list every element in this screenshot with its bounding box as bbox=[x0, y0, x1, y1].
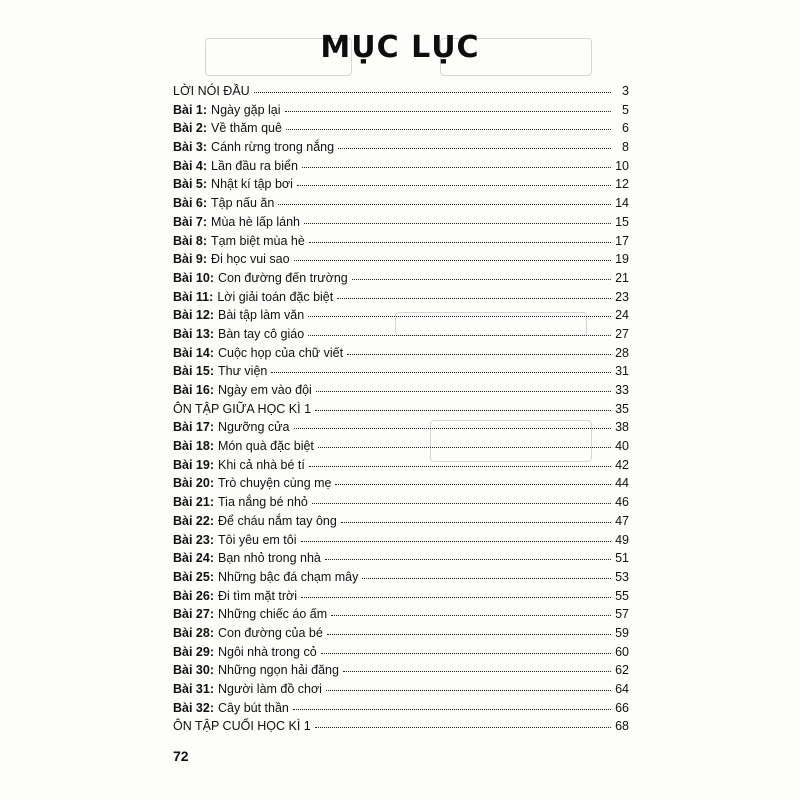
dot-leader bbox=[325, 549, 611, 560]
dot-leader bbox=[347, 344, 611, 355]
entry-number: Bài 26: bbox=[173, 588, 214, 603]
dot-leader bbox=[297, 175, 611, 186]
dot-leader bbox=[304, 213, 611, 224]
entry-title: Tia nắng bé nhỏ bbox=[218, 495, 308, 510]
entry-number: Bài 31: bbox=[173, 682, 214, 696]
dot-leader bbox=[286, 119, 611, 130]
entry-page: 47 bbox=[615, 513, 629, 528]
entry-page: 33 bbox=[615, 383, 629, 397]
toc-section-entry bbox=[173, 82, 629, 101]
entry-title: Về thăm quê bbox=[211, 121, 282, 136]
entry-title: Để cháu nắm tay ông bbox=[218, 513, 337, 528]
entry-page: 6 bbox=[622, 121, 629, 136]
toc-entry bbox=[173, 456, 629, 475]
entry-page: 15 bbox=[615, 214, 629, 229]
toc-entry bbox=[173, 288, 629, 307]
toc-entry bbox=[173, 194, 629, 213]
entry-page: 60 bbox=[615, 644, 629, 659]
dot-leader bbox=[338, 138, 611, 149]
entry-title: Con đường của bé bbox=[218, 625, 323, 640]
entry-title: Những bậc đá chạm mây bbox=[218, 569, 359, 584]
entry-page: 59 bbox=[615, 625, 629, 640]
entry-page: 44 bbox=[615, 476, 629, 491]
dot-leader bbox=[308, 306, 611, 317]
toc-entry bbox=[173, 661, 629, 680]
entry-page: 5 bbox=[622, 102, 629, 117]
entry-page: 64 bbox=[615, 682, 629, 696]
entry-title: Cuộc họp của chữ viết bbox=[218, 345, 344, 360]
entry-page: 14 bbox=[615, 196, 629, 211]
dot-leader bbox=[271, 362, 611, 373]
entry-number: Bài 14: bbox=[173, 345, 214, 360]
dot-leader bbox=[294, 418, 612, 429]
entry-number: Bài 8: bbox=[173, 233, 208, 248]
entry-title: ÔN TẬP CUỐI HỌC KÌ 1 bbox=[173, 719, 311, 734]
entry-title: Bài tập làm văn bbox=[218, 308, 305, 323]
entry-page: 10 bbox=[615, 158, 629, 173]
toc-entry bbox=[173, 157, 629, 176]
entry-title: LỜI NÓI ĐẦU bbox=[173, 84, 250, 98]
entry-number: Bài 6: bbox=[173, 196, 208, 211]
entry-number: Bài 27: bbox=[173, 607, 214, 622]
dot-leader bbox=[321, 643, 611, 654]
entry-page: 21 bbox=[615, 270, 629, 285]
dot-leader bbox=[308, 325, 611, 336]
entry-page: 38 bbox=[615, 420, 629, 435]
toc-entry bbox=[173, 699, 629, 718]
entry-page: 62 bbox=[615, 663, 629, 678]
dot-leader bbox=[301, 587, 611, 598]
entry-number: Bài 32: bbox=[173, 700, 214, 715]
dot-leader bbox=[315, 717, 611, 728]
page-number: 72 bbox=[173, 748, 189, 764]
dot-leader bbox=[318, 437, 611, 448]
dot-leader bbox=[309, 232, 611, 243]
entry-title: Thư viện bbox=[218, 364, 268, 379]
toc-entry bbox=[173, 512, 629, 531]
entry-number: Bài 9: bbox=[173, 252, 208, 267]
entry-title: Nhật kí tập bơi bbox=[211, 177, 293, 192]
dot-leader bbox=[278, 194, 611, 205]
toc-entry bbox=[173, 587, 629, 606]
entry-title: Lần đầu ra biển bbox=[211, 158, 298, 173]
toc-entry bbox=[173, 680, 629, 699]
entry-page: 53 bbox=[615, 569, 629, 584]
entry-page: 23 bbox=[615, 289, 629, 304]
toc-section-entry bbox=[173, 717, 629, 736]
entry-title: Trò chuyện cùng mẹ bbox=[218, 476, 332, 491]
toc-entry bbox=[173, 605, 629, 624]
entry-title: Tạm biệt mùa hè bbox=[211, 233, 305, 248]
entry-number: Bài 7: bbox=[173, 214, 208, 229]
entry-number: Bài 24: bbox=[173, 551, 214, 566]
entry-number: Bài 5: bbox=[173, 177, 208, 192]
entry-title: Mùa hè lấp lánh bbox=[211, 214, 300, 229]
dot-leader bbox=[254, 82, 611, 93]
entry-title: Bạn nhỏ trong nhà bbox=[218, 551, 321, 566]
toc-entry bbox=[173, 531, 629, 550]
entry-number: Bài 19: bbox=[173, 457, 214, 472]
entry-page: 19 bbox=[615, 252, 629, 267]
toc-section-entry bbox=[173, 400, 629, 419]
toc-entry bbox=[173, 250, 629, 269]
entry-title: Cây bút thần bbox=[218, 700, 289, 715]
entry-title: Những ngọn hải đăng bbox=[218, 663, 339, 678]
entry-title: Con đường đến trường bbox=[218, 270, 348, 285]
toc-entry bbox=[173, 549, 629, 568]
entry-number: Bài 17: bbox=[173, 420, 214, 435]
toc-entry bbox=[173, 643, 629, 662]
entry-title: Món quà đặc biệt bbox=[218, 439, 314, 454]
dot-leader bbox=[315, 400, 611, 411]
entry-number: Bài 12: bbox=[173, 308, 214, 323]
dot-leader bbox=[326, 680, 611, 691]
entry-title: Những chiếc áo ấm bbox=[218, 607, 328, 622]
dot-leader bbox=[341, 512, 611, 523]
dot-leader bbox=[312, 493, 611, 504]
entry-title: Đi tìm mặt trời bbox=[218, 588, 298, 603]
entry-title: Khi cả nhà bé tí bbox=[218, 457, 305, 472]
entry-page: 35 bbox=[615, 401, 629, 416]
entry-page: 42 bbox=[615, 457, 629, 472]
toc-entry bbox=[173, 232, 629, 251]
table-of-contents bbox=[173, 82, 629, 736]
toc-entry bbox=[173, 474, 629, 493]
entry-page: 28 bbox=[615, 345, 629, 360]
dot-leader bbox=[362, 568, 611, 579]
page-title: MỤC LỤC bbox=[320, 30, 480, 65]
entry-page: 8 bbox=[622, 140, 629, 155]
entry-number: Bài 15: bbox=[173, 364, 214, 379]
entry-page: 24 bbox=[615, 308, 629, 323]
dot-leader bbox=[331, 605, 611, 616]
toc-entry bbox=[173, 325, 629, 344]
entry-page: 55 bbox=[615, 588, 629, 603]
entry-title: Đi học vui sao bbox=[211, 252, 290, 267]
entry-number: Bài 29: bbox=[173, 644, 214, 659]
dot-leader bbox=[309, 456, 611, 467]
entry-number: Bài 30: bbox=[173, 663, 214, 678]
dot-leader bbox=[293, 699, 611, 710]
toc-entry bbox=[173, 493, 629, 512]
dot-leader bbox=[352, 269, 611, 280]
entry-page: 66 bbox=[615, 700, 629, 715]
toc-entry bbox=[173, 568, 629, 587]
entry-number: Bài 2: bbox=[173, 121, 208, 136]
toc-entry bbox=[173, 418, 629, 437]
toc-entry bbox=[173, 101, 629, 120]
dot-leader bbox=[301, 531, 611, 542]
entry-number: Bài 13: bbox=[173, 326, 214, 341]
entry-title: Tôi yêu em tôi bbox=[218, 532, 297, 547]
entry-page: 46 bbox=[615, 495, 629, 510]
toc-entry bbox=[173, 381, 629, 400]
entry-number: Bài 11: bbox=[173, 289, 214, 304]
toc-entry bbox=[173, 119, 629, 138]
entry-page: 12 bbox=[615, 177, 629, 192]
dot-leader bbox=[302, 157, 611, 168]
dot-leader bbox=[294, 250, 611, 261]
toc-entry bbox=[173, 362, 629, 381]
toc-entry bbox=[173, 213, 629, 232]
entry-number: Bài 22: bbox=[173, 513, 214, 528]
entry-title: Ngày gặp lại bbox=[211, 102, 281, 117]
dot-leader bbox=[327, 624, 611, 635]
toc-entry bbox=[173, 269, 629, 288]
entry-number: Bài 16: bbox=[173, 383, 214, 397]
dot-leader bbox=[343, 661, 611, 672]
entry-page: 40 bbox=[615, 439, 629, 454]
entry-number: Bài 21: bbox=[173, 495, 214, 510]
entry-title: Ngày em vào đội bbox=[218, 383, 312, 397]
dot-leader bbox=[335, 474, 611, 485]
entry-page: 3 bbox=[622, 84, 629, 98]
entry-number: Bài 28: bbox=[173, 625, 214, 640]
entry-page: 57 bbox=[615, 607, 629, 622]
toc-entry bbox=[173, 306, 629, 325]
entry-page: 51 bbox=[615, 551, 629, 566]
entry-title: Lời giải toán đặc biệt bbox=[217, 289, 334, 304]
entry-number: Bài 18: bbox=[173, 439, 214, 454]
entry-number: Bài 10: bbox=[173, 270, 214, 285]
entry-number: Bài 3: bbox=[173, 140, 208, 155]
entry-number: Bài 23: bbox=[173, 532, 214, 547]
toc-entry bbox=[173, 437, 629, 456]
entry-title: Ngôi nhà trong cỏ bbox=[218, 644, 317, 659]
dot-leader bbox=[316, 381, 611, 392]
toc-entry bbox=[173, 175, 629, 194]
entry-page: 27 bbox=[615, 326, 629, 341]
entry-title: Tập nấu ăn bbox=[211, 196, 275, 211]
entry-number: Bài 25: bbox=[173, 569, 214, 584]
entry-title: Người làm đồ chơi bbox=[218, 682, 322, 696]
entry-page: 17 bbox=[615, 233, 629, 248]
entry-title: Cánh rừng trong nắng bbox=[211, 140, 335, 155]
toc-entry bbox=[173, 624, 629, 643]
entry-page: 68 bbox=[615, 719, 629, 734]
entry-number: Bài 4: bbox=[173, 158, 208, 173]
entry-title: Ngưỡng cửa bbox=[218, 420, 290, 435]
toc-entry bbox=[173, 344, 629, 363]
entry-page: 31 bbox=[615, 364, 629, 379]
entry-title: Bàn tay cô giáo bbox=[218, 326, 305, 341]
dot-leader bbox=[337, 288, 611, 299]
dot-leader bbox=[285, 101, 611, 112]
entry-page: 49 bbox=[615, 532, 629, 547]
entry-title: ÔN TẬP GIỮA HỌC KÌ 1 bbox=[173, 401, 312, 416]
toc-entry bbox=[173, 138, 629, 157]
entry-number: Bài 1: bbox=[173, 102, 208, 117]
entry-number: Bài 20: bbox=[173, 476, 214, 491]
